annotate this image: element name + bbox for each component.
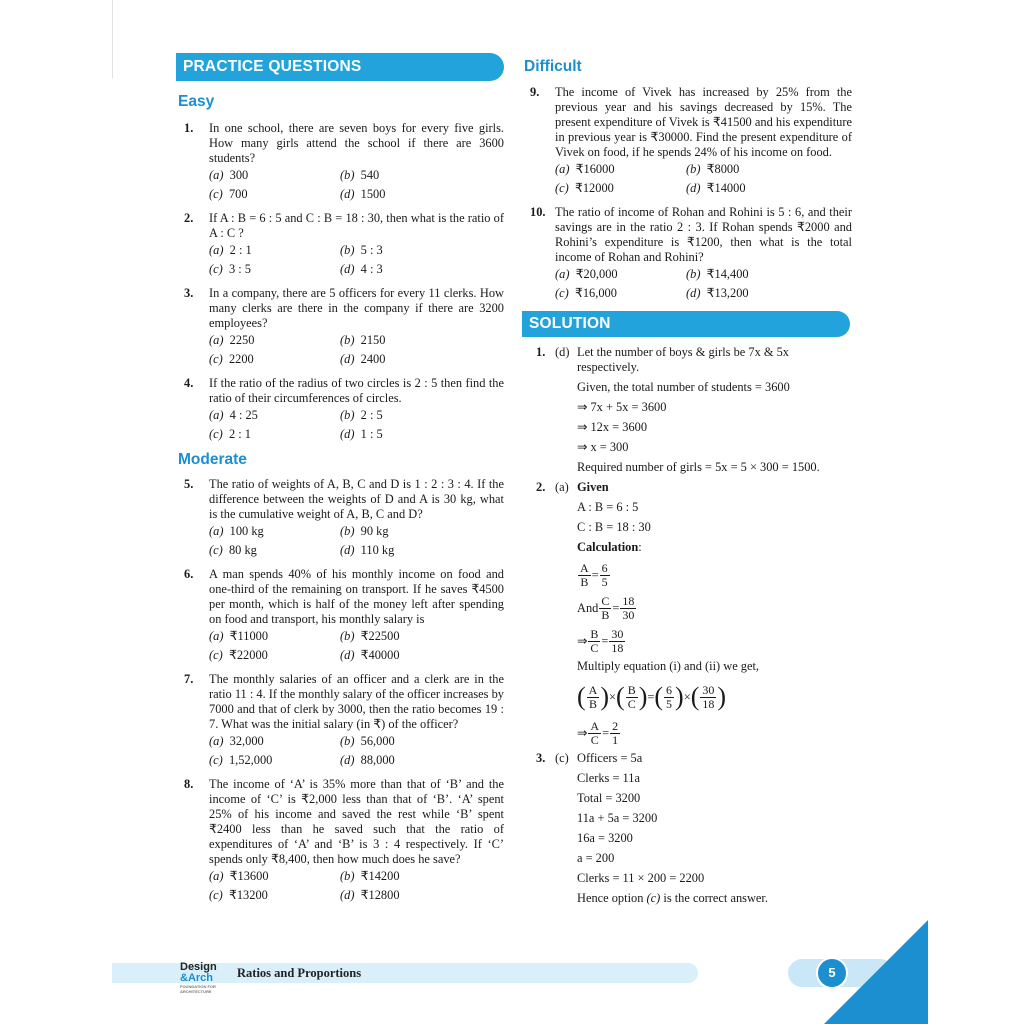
option-value: ₹22000 <box>228 648 268 662</box>
option-value: ₹11000 <box>229 629 269 643</box>
equation-b-over-c: ⇒ $\frac{B}{C}$ = $\frac{30}{18}$ <box>577 626 624 655</box>
question-text: The ratio of income of Rohan and Rohini is 5 : 6, and their savings are in the ratio 2 : 3. If Rohan spends ₹2000 and Rohini’s expenditure is ₹1200, then what is the total income of Rohan and Rohini? <box>555 205 852 264</box>
option-value: ₹14000 <box>706 181 746 195</box>
question-4 <box>176 376 504 442</box>
option-value: 2150 <box>360 333 386 347</box>
option-value: ₹8000 <box>706 162 740 176</box>
question-3 <box>176 286 504 367</box>
difficult-questions <box>522 85 852 301</box>
solution-line: 11a + 5a = 3200 <box>577 811 658 825</box>
option-label: (a) <box>209 168 224 182</box>
solution-2 <box>522 480 852 748</box>
question-2 <box>176 211 504 277</box>
option-label: (b) <box>340 734 355 748</box>
options <box>209 869 504 903</box>
section-moderate: Moderate <box>178 451 247 468</box>
option-value: 32,000 <box>229 734 264 748</box>
question-text: The income of ‘A’ is 35% more than that of ‘B’ and the income of ‘C’ is ₹2,000 less than that of ‘B’. ‘A’ spent 25% of his income and saved the rest while ‘B’ spent ₹2400 less than he saved such that the ratio of expenditures of ‘A’ and ‘B’ is 3 : 4 respectively. If ‘C’ spends only ₹8,400, then how much does he save? <box>209 777 504 866</box>
question-number: 3. <box>184 286 194 300</box>
solution-3 <box>522 751 852 906</box>
option-label: (d) <box>686 181 701 195</box>
option-value: 4 : 3 <box>360 262 383 276</box>
option-c <box>209 262 340 277</box>
option-c <box>209 888 340 903</box>
corner-line <box>112 0 113 78</box>
solution-1 <box>522 345 852 475</box>
equation-c-over-b: And $\frac{C}{B}$ = $\frac{18}{30}$ <box>577 593 635 622</box>
option-d <box>686 286 852 301</box>
option-value: 90 kg <box>360 524 389 538</box>
solution-line: ⇒ x = 300 <box>577 440 629 454</box>
question-number: 2. <box>184 211 194 225</box>
option-value: 2200 <box>228 352 254 366</box>
section-difficult: Difficult <box>524 58 582 75</box>
option-value: 5 : 3 <box>360 243 383 257</box>
option-a <box>209 168 340 183</box>
question-text: A man spends 40% of his monthly income on food and one-third of the remaining on transport. If he saves ₹4500 per month, which is half of the money left after spending on food and transport, his monthly salary is <box>209 567 504 626</box>
option-a <box>209 734 340 749</box>
question-5 <box>176 477 504 558</box>
option-label: (c) <box>209 187 223 201</box>
option-label: (d) <box>340 187 355 201</box>
solution-line: a = 200 <box>577 851 615 865</box>
option-label: (b) <box>686 162 701 176</box>
solution-number: 2. <box>536 480 546 494</box>
option-label: (d) <box>340 753 355 767</box>
question-number: 5. <box>184 477 194 491</box>
option-label: (a) <box>555 162 570 176</box>
option-label: (c) <box>209 753 223 767</box>
option-c <box>555 286 686 301</box>
options <box>209 524 504 558</box>
option-b <box>340 869 504 884</box>
solution-line: Required number of girls = 5x = 5 × 300 = 1500. <box>577 460 820 474</box>
options <box>209 629 504 663</box>
solution-line: 16a = 3200 <box>577 831 633 845</box>
option-a <box>209 869 340 884</box>
question-text: The ratio of weights of A, B, C and D is 1 : 2 : 3 : 4. If the difference between the weights of D and A is 30 kg, what is the cumulative weight of A, B, C and D? <box>209 477 504 521</box>
option-a <box>209 524 340 539</box>
question-9 <box>522 85 852 196</box>
question-6 <box>176 567 504 663</box>
option-value: ₹13600 <box>229 869 269 883</box>
option-label: (c) <box>209 262 223 276</box>
option-c <box>209 352 340 367</box>
option-label: (a) <box>209 734 224 748</box>
option-value: 88,000 <box>360 753 395 767</box>
option-label: (c) <box>555 181 569 195</box>
option-value: 2 : 1 <box>229 243 252 257</box>
option-label: (a) <box>209 243 224 257</box>
options <box>209 168 504 202</box>
option-label: (b) <box>340 243 355 257</box>
option-d <box>340 753 504 768</box>
option-b <box>686 267 852 282</box>
option-label: (c) <box>209 543 223 557</box>
option-label: (a) <box>209 333 224 347</box>
solution-answer: (c) <box>555 751 569 765</box>
equation-result: ⇒ $\frac{A}{C}$ = $\frac{2}{1}$ <box>577 718 619 747</box>
option-value: 56,000 <box>360 734 395 748</box>
equation-a-over-b: $\frac{A}{B}$ = $\frac{6}{5}$ <box>580 560 608 589</box>
question-1 <box>176 121 504 202</box>
option-value: 3 : 5 <box>228 262 251 276</box>
options <box>555 162 852 196</box>
question-text: If A : B = 6 : 5 and C : B = 18 : 30, then what is the ratio of A : C ? <box>209 211 504 240</box>
option-label: (b) <box>340 869 355 883</box>
option-b <box>340 168 504 183</box>
option-label: (d) <box>340 427 355 441</box>
option-label: (a) <box>209 524 224 538</box>
options <box>209 243 504 277</box>
option-d <box>686 181 852 196</box>
option-value: 2250 <box>229 333 255 347</box>
solution-line: Given, the total number of students = 3600 <box>577 380 790 394</box>
option-a <box>209 333 340 348</box>
option-c <box>555 181 686 196</box>
moderate-questions <box>176 477 504 903</box>
option-b <box>686 162 852 177</box>
left-column <box>176 53 504 912</box>
option-value: ₹16,000 <box>574 286 617 300</box>
option-value: 100 kg <box>229 524 264 538</box>
option-c <box>209 427 340 442</box>
question-text: If the ratio of the radius of two circles is 2 : 5 then find the ratio of their circumferences of circles. <box>209 376 504 405</box>
option-value: ₹22500 <box>360 629 400 643</box>
question-number: 9. <box>530 85 540 99</box>
option-label: (c) <box>209 352 223 366</box>
question-text: In one school, there are seven boys for every five girls. How many girls attend the school if there are 3600 students? <box>209 121 504 165</box>
option-label: (a) <box>209 869 224 883</box>
option-d <box>340 648 504 663</box>
section-easy: Easy <box>178 93 215 110</box>
option-b <box>340 524 504 539</box>
solution-answer: (a) <box>555 480 569 494</box>
options <box>209 734 504 768</box>
option-label: (c) <box>555 286 569 300</box>
question-number: 10. <box>530 205 546 219</box>
question-text: In a company, there are 5 officers for every 11 clerks. How many clerks are there in the company if there are 3200 employees? <box>209 286 504 330</box>
options <box>209 333 504 367</box>
option-value: ₹20,000 <box>575 267 618 281</box>
option-c <box>209 543 340 558</box>
option-value: ₹14200 <box>360 869 400 883</box>
option-label: (d) <box>340 262 355 276</box>
solution-banner: SOLUTION <box>522 311 850 337</box>
option-label: (b) <box>340 408 355 422</box>
question-text: The monthly salaries of an officer and a clerk are in the ratio 11 : 4. If the monthly salary of the officer increases by 7000 and that of clerk by 3000, then the ratio becomes 19 : 7. What was the initial salary (in ₹) of the officer? <box>209 672 504 731</box>
option-value: 110 kg <box>360 543 395 557</box>
option-value: ₹12800 <box>360 888 400 902</box>
option-value: 2400 <box>360 352 386 366</box>
option-value: 4 : 25 <box>229 408 258 422</box>
option-b <box>340 408 504 423</box>
option-value: 2 : 1 <box>228 427 251 441</box>
option-label: (d) <box>340 648 355 662</box>
solution-line: Clerks = 11 × 200 = 2200 <box>577 871 705 885</box>
option-label: (c) <box>209 648 223 662</box>
option-d <box>340 262 504 277</box>
solution-line: A : B = 6 : 5 <box>577 500 639 514</box>
solution-line: C : B = 18 : 30 <box>577 520 651 534</box>
option-value: ₹16000 <box>575 162 615 176</box>
solution-answer: (d) <box>555 345 570 359</box>
option-label: (b) <box>686 267 701 281</box>
option-a <box>555 267 686 282</box>
question-number: 7. <box>184 672 194 686</box>
option-d <box>340 187 504 202</box>
option-label: (a) <box>555 267 570 281</box>
practice-questions-banner: PRACTICE QUESTIONS <box>176 53 504 81</box>
option-label: (d) <box>686 286 701 300</box>
option-value: ₹14,400 <box>706 267 749 281</box>
option-b <box>340 629 504 644</box>
right-column <box>522 53 852 911</box>
option-a <box>209 629 340 644</box>
option-value: 700 <box>228 187 248 201</box>
question-10 <box>522 205 852 301</box>
option-value: ₹12000 <box>574 181 614 195</box>
option-label: (d) <box>340 543 355 557</box>
solution-line: ⇒ 7x + 5x = 3600 <box>577 400 667 414</box>
options <box>555 267 852 301</box>
option-label: (c) <box>209 888 223 902</box>
question-8 <box>176 777 504 903</box>
option-b <box>340 333 504 348</box>
option-c <box>209 753 340 768</box>
easy-questions <box>176 121 504 442</box>
option-a <box>209 408 340 423</box>
solution-line: ⇒ 12x = 3600 <box>577 420 648 434</box>
option-label: (b) <box>340 168 355 182</box>
option-value: ₹13,200 <box>706 286 749 300</box>
chapter-title: Ratios and Proportions <box>237 966 362 980</box>
option-value: 1 : 5 <box>360 427 383 441</box>
solution-calculation-heading: Calculation: <box>577 540 642 554</box>
option-b <box>340 734 504 749</box>
question-7 <box>176 672 504 768</box>
option-c <box>209 648 340 663</box>
option-d <box>340 543 504 558</box>
question-text: The income of Vivek has increased by 25% from the previous year and his savings decreased by 15%. The present expenditure of Vivek is ₹41500 and his expenditure in previous year is ₹30000. Find the present expenditure of Vivek on food, if he spends 24% of his income on food. <box>555 85 852 159</box>
option-label: (c) <box>209 427 223 441</box>
option-value: 540 <box>360 168 380 182</box>
option-a <box>209 243 340 258</box>
publisher-logo: Design &Arch FOUNDATION FOR ARCHITECTURE <box>180 961 217 994</box>
option-label: (a) <box>209 408 224 422</box>
solution-line: Officers = 5a <box>577 751 643 765</box>
solution-line: Clerks = 11a <box>577 771 640 785</box>
option-b <box>340 243 504 258</box>
equation-product: ( $\frac{A}{B}$ ) × ( $\frac{B}{C}$ ) = ( $\frac{6}{5}$ ) × ( $\frac{30}{18}$ ) <box>577 682 727 711</box>
option-value: 80 kg <box>228 543 257 557</box>
option-value: 1,52,000 <box>228 753 273 767</box>
solution-number: 1. <box>536 345 546 359</box>
page-number: 5 <box>816 957 848 989</box>
solution-conclusion: Hence option (c) is the correct answer. <box>577 891 768 905</box>
option-value: 2 : 5 <box>360 408 383 422</box>
option-value: ₹40000 <box>360 648 400 662</box>
question-number: 8. <box>184 777 194 791</box>
option-value: ₹13200 <box>228 888 268 902</box>
option-value: 1500 <box>360 187 386 201</box>
solution-line: Total = 3200 <box>577 791 641 805</box>
option-label: (a) <box>209 629 224 643</box>
option-d <box>340 352 504 367</box>
solution-given-heading: Given <box>577 480 609 494</box>
option-value: 300 <box>229 168 249 182</box>
options <box>209 408 504 442</box>
option-d <box>340 888 504 903</box>
option-a <box>555 162 686 177</box>
question-number: 1. <box>184 121 194 135</box>
option-label: (d) <box>340 888 355 902</box>
option-label: (b) <box>340 629 355 643</box>
question-number: 6. <box>184 567 194 581</box>
option-label: (b) <box>340 333 355 347</box>
option-label: (b) <box>340 524 355 538</box>
solution-number: 3. <box>536 751 546 765</box>
option-label: (d) <box>340 352 355 366</box>
question-number: 4. <box>184 376 194 390</box>
option-c <box>209 187 340 202</box>
solution-line: Multiply equation (i) and (ii) we get, <box>577 659 760 673</box>
solution-line: Let the number of boys & girls be 7x & 5x respectively. <box>577 345 789 374</box>
option-d <box>340 427 504 442</box>
